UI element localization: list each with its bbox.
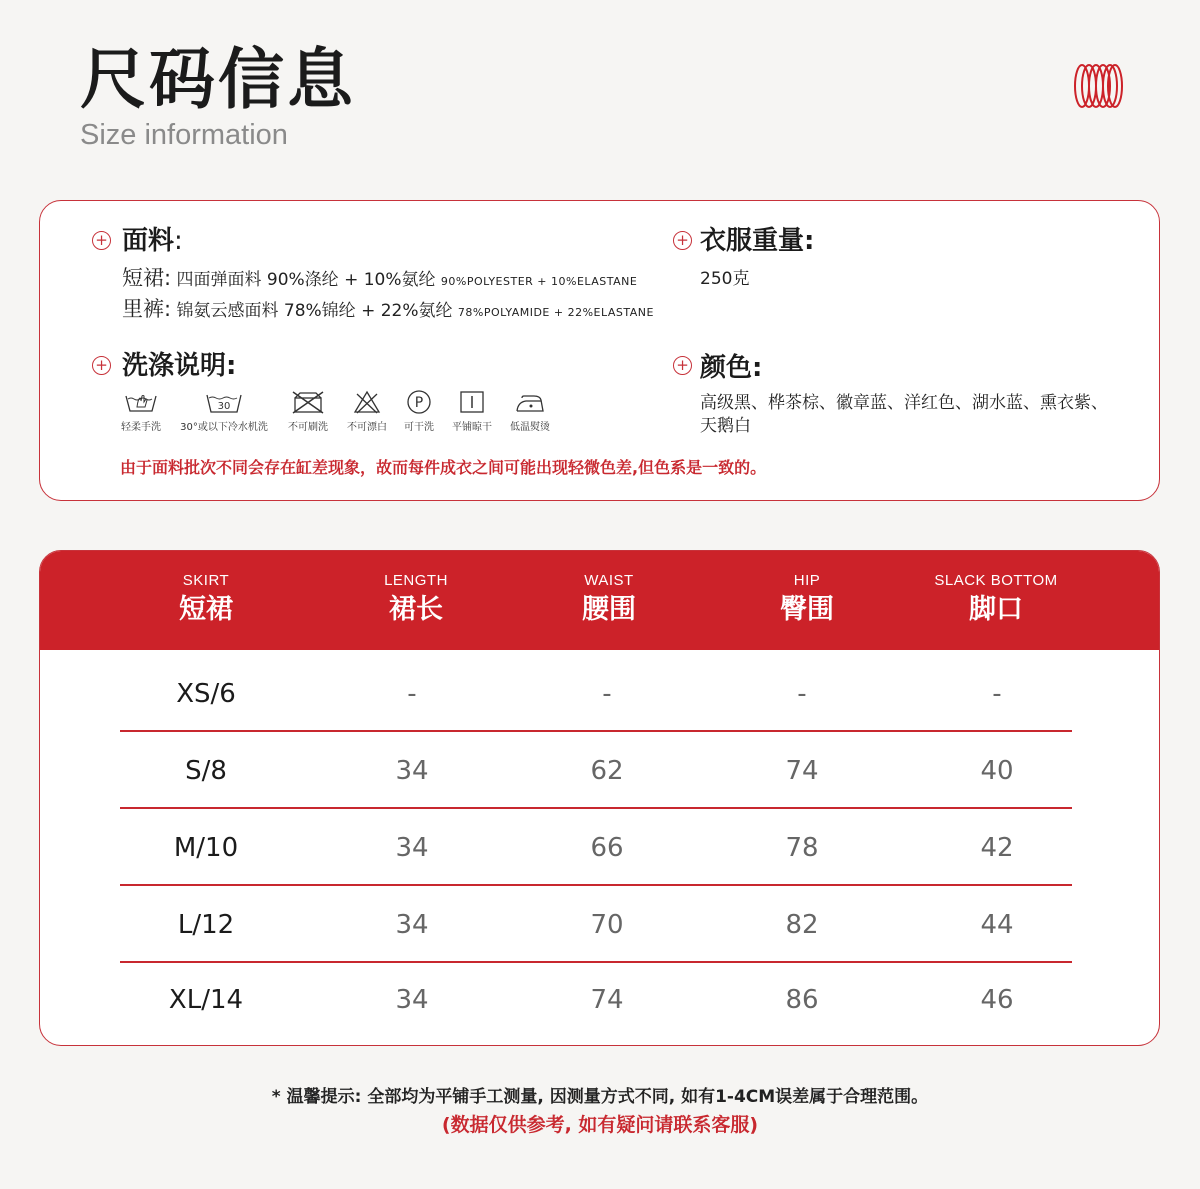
low-iron-icon xyxy=(514,390,546,414)
waist-cell: - xyxy=(602,679,612,709)
table-row xyxy=(120,734,1072,809)
size-cell: XS/6 xyxy=(176,679,236,709)
washing-title: 洗涤说明: xyxy=(122,351,237,381)
waist-cell: 74 xyxy=(590,985,624,1015)
length-cell: 34 xyxy=(395,985,429,1015)
page-subtitle: Size information xyxy=(80,119,288,151)
skirt-fabric-line xyxy=(122,266,637,294)
hip-cell: - xyxy=(797,679,807,709)
table-row xyxy=(120,657,1072,732)
care-flat-dry: 平铺晾干 xyxy=(448,390,496,433)
size-cell: S/8 xyxy=(185,756,227,786)
length-cell: 34 xyxy=(395,910,429,940)
reference-note: (数据仅供参考, 如有疑问请联系客服) xyxy=(441,1114,759,1136)
care-machine-wash: 30 30°或以下冷水机洗 xyxy=(176,390,272,433)
length-cell: - xyxy=(407,679,417,709)
no-bleach-icon xyxy=(353,390,381,414)
column-header-skirt: SKIRT 短裙 xyxy=(179,572,233,625)
dry-clean-icon xyxy=(406,390,432,414)
table-row xyxy=(120,811,1072,886)
length-cell: 34 xyxy=(395,756,429,786)
flat-dry-icon xyxy=(459,390,485,414)
row-divider xyxy=(120,730,1072,732)
colors-line-1: 高级黑、桦茶棕、徽章蓝、洋红色、湖水蓝、熏衣紫、 xyxy=(700,393,1108,413)
care-low-iron: 低温熨烫 xyxy=(506,390,554,433)
size-table xyxy=(39,550,1160,1046)
hip-cell: 74 xyxy=(785,756,819,786)
slack-bottom-cell: 42 xyxy=(980,833,1014,863)
hand-wash-icon xyxy=(124,390,158,414)
lining-fabric-label: 里裤: xyxy=(122,297,172,321)
skirt-fabric-en: 90%POLYESTER + 10%ELASTANE xyxy=(440,275,638,288)
care-dry-clean: P 可干洗 xyxy=(400,390,438,433)
lining-fabric-en: 78%POLYAMIDE + 22%ELASTANE xyxy=(457,306,654,319)
size-table-header xyxy=(40,551,1159,650)
page-title: 尺码信息 xyxy=(80,41,356,118)
row-divider xyxy=(120,807,1072,809)
plus-icon: + xyxy=(92,231,111,250)
column-header-length: LENGTH 裙长 xyxy=(384,572,448,625)
weight-value: 250克 xyxy=(700,269,750,289)
row-divider xyxy=(120,884,1072,886)
size-cell: XL/14 xyxy=(168,985,244,1015)
plus-icon: + xyxy=(673,231,692,250)
hip-cell: 86 xyxy=(785,985,819,1015)
rings-icon xyxy=(1072,62,1124,110)
waist-cell: 66 xyxy=(590,833,624,863)
measurement-tip: * 温馨提示: 全部均为平铺手工测量, 因测量方式不同, 如有1-4CM误差属于合理范围。 xyxy=(271,1087,929,1107)
colors-title: 颜色: xyxy=(700,353,763,383)
hip-cell: 78 xyxy=(785,833,819,863)
slack-bottom-cell: - xyxy=(992,679,1002,709)
skirt-fabric-label: 短裙: xyxy=(122,266,172,290)
care-no-bleach: 不可漂白 xyxy=(343,390,391,433)
plus-icon: + xyxy=(92,356,111,375)
column-header-hip: HIP 臀围 xyxy=(780,572,834,625)
slack-bottom-cell: 40 xyxy=(980,756,1014,786)
plus-icon: + xyxy=(673,356,692,375)
column-header-slack-bottom: SLACK BOTTOM 脚口 xyxy=(934,572,1058,625)
lining-fabric-desc: 锦氨云感面料 78%锦纶 + 22%氨纶 xyxy=(176,301,453,321)
skirt-fabric-desc: 四面弹面料 90%涤纶 + 10%氨纶 xyxy=(176,270,436,290)
hip-cell: 82 xyxy=(785,910,819,940)
length-cell: 34 xyxy=(395,833,429,863)
color-variance-warning: 由于面料批次不同会存在缸差现象，故而每件成衣之间可能出现轻微色差,但色系是一致的。 xyxy=(120,458,767,477)
column-header-waist: WAIST 腰围 xyxy=(582,572,636,625)
waist-cell: 62 xyxy=(590,756,624,786)
table-row xyxy=(120,888,1072,963)
slack-bottom-cell: 46 xyxy=(980,985,1014,1015)
lining-fabric-line xyxy=(122,297,654,325)
wash-30-icon xyxy=(204,390,244,414)
svg-text:P: P xyxy=(414,395,424,411)
svg-text:30: 30 xyxy=(217,401,231,412)
size-cell: M/10 xyxy=(173,833,239,863)
table-row xyxy=(120,963,1072,1038)
care-hand-wash: 轻柔手洗 xyxy=(118,390,164,433)
size-cell: L/12 xyxy=(177,910,235,940)
care-no-brush: 不可刷洗 xyxy=(284,390,332,433)
weight-title: 衣服重量: xyxy=(700,226,815,256)
slack-bottom-cell: 44 xyxy=(980,910,1014,940)
colors-line-2: 天鹅白 xyxy=(700,416,751,436)
fabric-title: 面料: xyxy=(122,226,183,256)
waist-cell: 70 xyxy=(590,910,624,940)
no-brush-icon xyxy=(290,390,326,414)
